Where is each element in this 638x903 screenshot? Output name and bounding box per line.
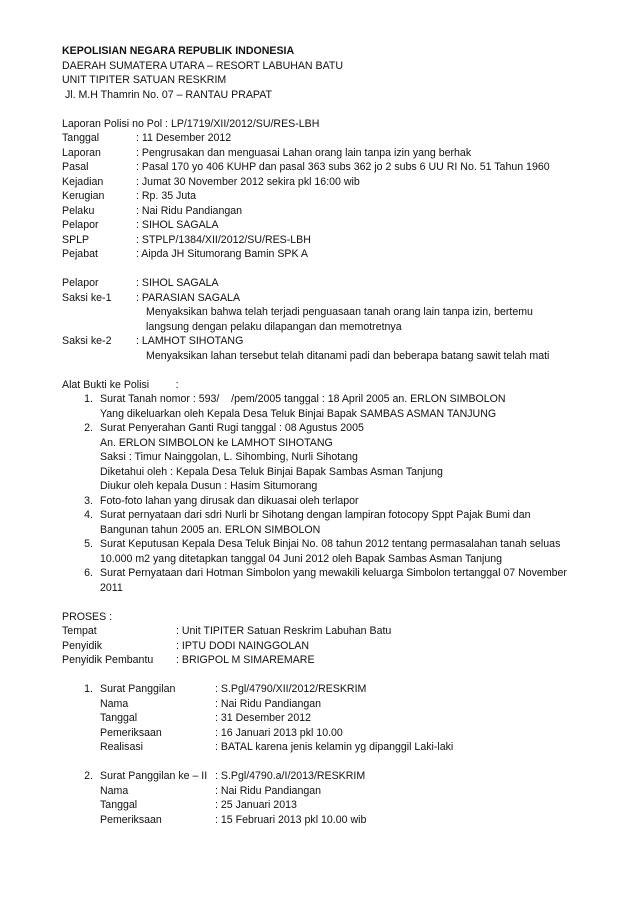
report-field-row — [62, 160, 622, 175]
summons-row — [100, 813, 622, 828]
summons-item — [62, 769, 622, 827]
proses-field-label: Tempat — [62, 625, 97, 637]
saksi-2-statement: Menyaksikan lahan tersebut telah ditanami padi dan beberapa batang sawit telah mati — [146, 349, 550, 362]
evidence-body — [100, 537, 622, 566]
report-field-label: Kejadian — [62, 175, 104, 188]
evidence-line: Surat Tanah nomor : 593/ /pem/2005 tanggal : 18 April 2005 an. ERLON SIMBOLON — [100, 393, 506, 405]
summons-value: : Nai Ridu Pandiangan — [215, 784, 322, 797]
saksi-2-label: Saksi ke-2 — [62, 335, 112, 347]
evidence-number: 2. — [84, 422, 93, 434]
summons-row — [100, 697, 622, 712]
summons-label: Surat Panggilan — [100, 683, 176, 695]
summons-value: : 16 Januari 2013 pkl 10.00 — [215, 726, 343, 739]
evidence-line: An. ERLON SIMBOLON ke LAMHOT SIHOTANG — [100, 436, 333, 449]
evidence-number: 4. — [84, 509, 93, 521]
report-field-label: Tanggal — [62, 132, 100, 144]
summons-row — [100, 711, 622, 726]
proses-field-value: : BRIGPOL M SIMAREMARE — [176, 654, 315, 666]
summons-row — [100, 769, 622, 784]
evidence-line: Surat Keputusan Kepala Desa Teluk Binjai No. 08 tahun 2012 tentang permasalahan tanah seluas — [100, 538, 561, 550]
report-field-label: SPLP — [62, 233, 90, 246]
summons-label: Surat Panggilan ke – II — [100, 770, 208, 782]
summons-body — [100, 769, 622, 827]
report-field-row — [62, 247, 622, 262]
evidence-number: 3. — [84, 494, 93, 507]
pelapor-value: : SIHOL SAGALA — [136, 277, 219, 289]
report-field-value: : Pasal 170 yo 406 KUHP dan pasal 363 subs 362 jo 2 subs 6 UU RI No. 51 Tahun 1960 — [136, 161, 550, 173]
proses-field-value: : IPTU DODI NAINGGOLAN — [176, 639, 310, 652]
proses-field-label: Penyidik — [62, 639, 103, 652]
saksi-1-statement-2: langsung dengan pelaku dilapangan dan memotretnya — [146, 320, 402, 333]
summons-value: : Nai Ridu Pandiangan — [215, 697, 322, 710]
summons-value: : S.Pgl/4790.a/I/2013/RESKRIM — [215, 770, 366, 782]
summons-value: : 15 Februari 2013 pkl 10.00 wib — [215, 813, 367, 826]
evidence-item — [62, 537, 622, 566]
report-title: Laporan Polisi no Pol : LP/1719/XII/2012/SU/RES-LBH — [62, 117, 320, 130]
saksi-1-label: Saksi ke-1 — [62, 291, 112, 304]
summons-label: Nama — [100, 784, 129, 797]
proses-field-label: Penyidik Pembantu — [62, 654, 154, 666]
saksi-2-row — [62, 334, 622, 349]
evidence-line: Surat pernyataan dari sdri Nurli br Sihotang dengan lampiran fotocopy Sppt Pajak Bumi dan — [100, 509, 531, 521]
report-field-label: Pelapor — [62, 219, 99, 231]
report-field-value: : SIHOL SAGALA — [136, 219, 219, 231]
evidence-line: Diukur oleh kepala Dusun : Hasim Situmorang — [100, 480, 318, 492]
evidence-line: Bangunan tahun 2005 an. ERLON SIMBOLON — [100, 523, 321, 536]
report-field-row — [62, 175, 622, 190]
report-field-value: : 11 Desember 2012 — [136, 132, 232, 144]
pelapor-label: Pelapor — [62, 277, 99, 289]
evidence-line: 10.000 m2 yang ditetapkan tanggal 04 Juni 2012 oleh Bapak Sambas Asman Tanjung — [100, 552, 503, 565]
evidence-item — [62, 421, 622, 494]
evidence-number: 6. — [84, 567, 93, 579]
saksi-2-value: : LAMHOT SIHOTANG — [136, 335, 244, 347]
summons-row — [100, 682, 622, 697]
summons-row — [100, 740, 622, 755]
evidence-item — [62, 392, 622, 421]
report-field-row — [62, 189, 622, 204]
summons-label: Tanggal — [100, 799, 138, 811]
summons-value: : S.Pgl/4790/XII/2012/RESKRIM — [215, 683, 367, 695]
report-field-label: Laporan — [62, 146, 101, 159]
evidence-body — [100, 421, 622, 494]
evidence-body — [100, 566, 622, 595]
summons-label: Tanggal — [100, 712, 138, 724]
report-field-row — [62, 204, 622, 219]
summons-value: : 25 Januari 2013 — [215, 799, 297, 811]
pelapor-row — [62, 276, 622, 291]
evidence-item — [62, 566, 622, 595]
proses-field-row — [62, 639, 622, 654]
proses-field-row — [62, 653, 622, 668]
evidence-item — [62, 508, 622, 537]
summons-number: 2. — [84, 770, 93, 782]
report-field-row — [62, 233, 622, 248]
report-field-label: Pelaku — [62, 204, 95, 217]
document — [62, 44, 622, 827]
report-field-row — [62, 131, 622, 146]
summons-row — [100, 726, 622, 741]
header-address: Jl. M.H Thamrin No. 07 – RANTAU PRAPAT — [62, 88, 272, 101]
evidence-number: 5. — [84, 538, 93, 550]
report-field-label: Pasal — [62, 161, 89, 173]
calls-list — [62, 682, 622, 827]
header-unit: UNIT TIPITER SATUAN RESKRIM — [62, 74, 227, 86]
header-region: DAERAH SUMATERA UTARA – RESORT LABUHAN BATU — [62, 59, 343, 72]
header-agency: KEPOLISIAN NEGARA REPUBLIK INDONESIA — [62, 45, 295, 57]
saksi-1-statement-1: Menyaksikan bahwa telah terjadi penguasaan tanah orang lain tanpa izin, bertemu — [146, 306, 533, 318]
report-field-label: Pejabat — [62, 248, 98, 260]
saksi-1-row — [62, 291, 622, 306]
report-field-row — [62, 218, 622, 233]
summons-body — [100, 682, 622, 755]
evidence-number: 1. — [84, 393, 93, 405]
evidence-line: Yang dikeluarkan oleh Kepala Desa Teluk Binjai Bapak SAMBAS ASMAN TANJUNG — [100, 407, 497, 420]
evidence-line: Foto-foto lahan yang dirusak dan dikuasai oleh terlapor — [100, 494, 359, 507]
report-field-row — [62, 146, 622, 161]
proses-field-row — [62, 624, 622, 639]
report-field-value: : Rp. 35 Juta — [136, 190, 197, 202]
report-field-value: : STPLP/1384/XII/2012/SU/RES-LBH — [136, 233, 311, 246]
summons-row — [100, 798, 622, 813]
evidence-body — [100, 392, 622, 421]
evidence-line: Saksi : Timur Nainggolan, L. Sihombing, Nurli Sihotang — [100, 451, 358, 463]
saksi-1-value: : PARASIAN SAGALA — [136, 291, 241, 304]
summons-row — [100, 784, 622, 799]
summons-label: Pemeriksaan — [100, 813, 162, 826]
evidence-heading: Alat Bukti ke Polisi : — [62, 378, 179, 391]
evidence-line: Surat Pernyataan dari Hotman Simbolon yang mewakili keluarga Simbolon tertanggal 07 November — [100, 567, 567, 579]
summons-value: : 31 Desember 2012 — [215, 712, 311, 724]
evidence-line: Diketahui oleh : Kepala Desa Teluk Binjai Bapak Sambas Asman Tanjung — [100, 465, 443, 478]
summons-label: Pemeriksaan — [100, 726, 162, 739]
summons-item — [62, 682, 622, 755]
summons-number: 1. — [84, 683, 93, 695]
summons-value: : BATAL karena jenis kelamin yg dipanggil Laki-laki — [215, 741, 454, 753]
report-field-value: : Pengrusakan dan menguasai Lahan orang lain tanpa izin yang berhak — [136, 146, 472, 159]
evidence-item — [62, 494, 622, 509]
evidence-line: Surat Penyerahan Ganti Rugi tanggal : 08 Agustus 2005 — [100, 422, 364, 434]
proses-fields — [62, 624, 622, 668]
evidence-body — [100, 494, 622, 509]
report-field-value: : Nai Ridu Pandiangan — [136, 204, 243, 217]
proses-heading: PROSES : — [62, 610, 113, 623]
report-field-value: : Jumat 30 November 2012 sekira pkl 16:00 wib — [136, 175, 360, 188]
summons-label: Realisasi — [100, 741, 143, 753]
report-field-label: Kerugian — [62, 190, 105, 202]
proses-field-value: : Unit TIPITER Satuan Reskrim Labuhan Batu — [176, 625, 392, 637]
evidence-list — [62, 392, 622, 595]
report-field-value: : Aipda JH Situmorang Bamin SPK A — [136, 248, 308, 260]
evidence-line: 2011 — [100, 581, 123, 594]
report-fields — [62, 131, 622, 262]
summons-label: Nama — [100, 697, 129, 710]
evidence-body — [100, 508, 622, 537]
